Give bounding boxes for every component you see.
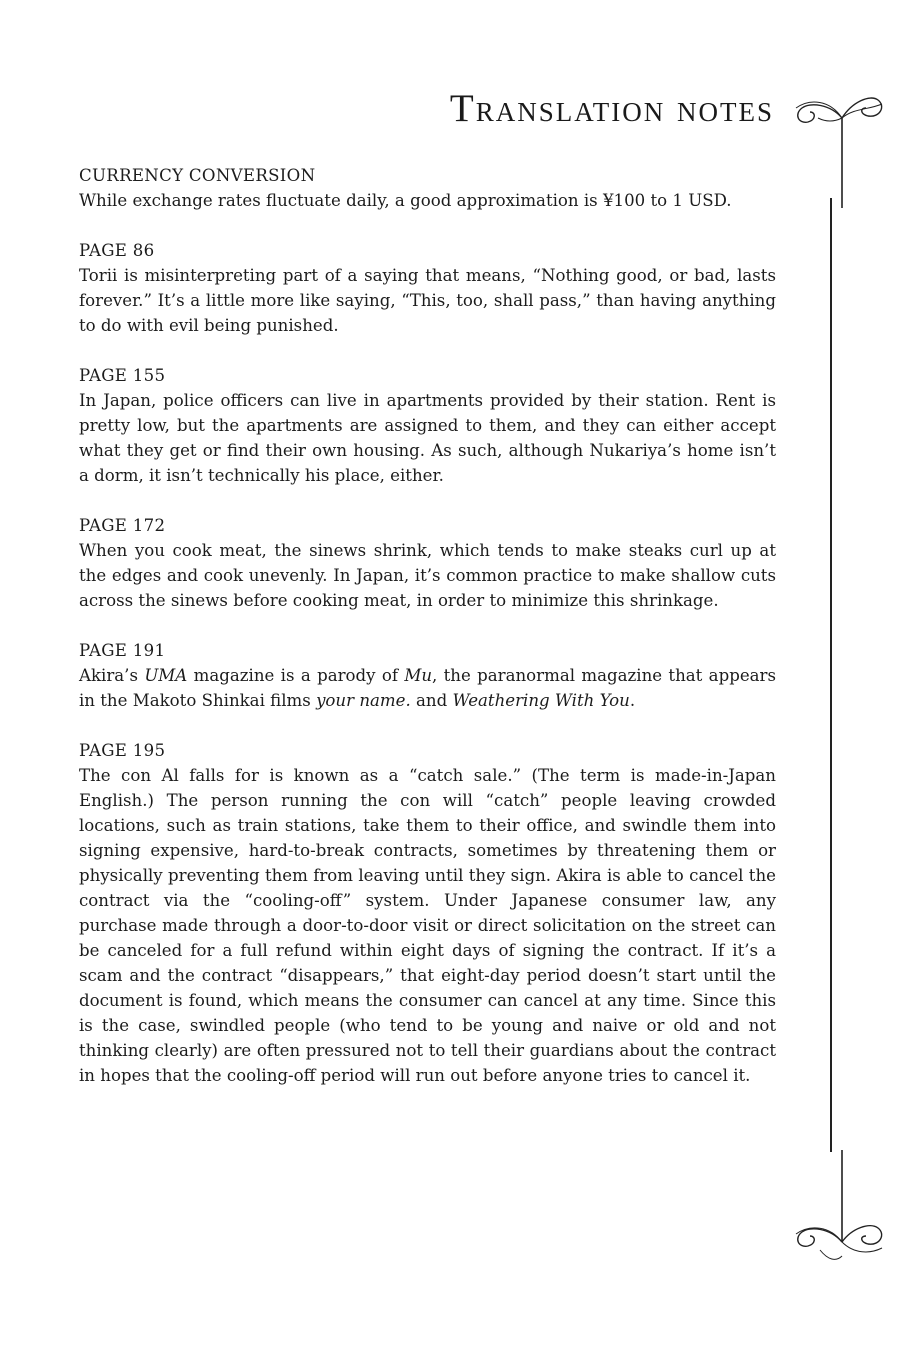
note-body (79, 763, 776, 1088)
body-text: When you cook meat, the sinews shrink, which tends to make steaks curl up at the edges and cook unevenly. In Japan, it’s common practice to make shallow cuts across the sinews before cooking meat, in order to minimize this shrinkage. (79, 541, 776, 610)
italic-title-text: your name. (316, 691, 411, 710)
note-body (79, 663, 776, 713)
body-text: Akira’s (79, 666, 145, 685)
body-text: While exchange rates fluctuate daily, a good approximation is ¥100 to 1 USD. (79, 191, 732, 210)
body-text: The con Al falls for is known as a “catch sale.” (The term is made-in-Japan English.) The person running the con will “catch” people leaving crowded locations, such as train stations, take them to their office, and swindle them into signing expensive, hard-to-break contracts, sometimes by threatening them or physically preventing them from leaving until they sign. Akira is able to cancel the contract via the “cooling-off” system. Under Japanese consumer law, any purchase made through a door-to-door visit or direct solicitation on the street can be canceled for a full refund within eight days of signing the contract. If it’s a scam and the contract “disappears,” that eight-day period doesn’t start until the document is found, which means the consumer can cancel at any time. Since this is the case, swindled people (who tend to be young and naive or old and not thinking clearly) are often pressured not to tell their guardians about the contract in hopes that the cooling-off period will run out before anyone tries to cancel it. (79, 766, 776, 1085)
italic-title-text: Weathering With You (452, 691, 630, 710)
note-page-191 (79, 638, 776, 713)
note-body (79, 263, 776, 338)
flourish-bottom-ornament (790, 1150, 886, 1280)
note-heading: CURRENCY CONVERSION (79, 166, 316, 185)
body-text: In Japan, police officers can live in apartments provided by their station. Rent is pretty low, but the apartments are assigned to them, and they can either accept what they get or find their own housing. As such, although Nukariya’s home isn’t a dorm, it isn’t technically his place, either. (79, 391, 776, 485)
vertical-rule (830, 198, 832, 1152)
body-text: . (629, 691, 636, 710)
note-currency-conversion (79, 163, 776, 213)
note-body (79, 388, 776, 488)
page-title: Translation notes (449, 87, 774, 130)
note-heading: PAGE 195 (79, 741, 166, 760)
note-body (79, 538, 776, 613)
body-text: magazine is a parody of (187, 666, 405, 685)
note-heading: PAGE 155 (79, 366, 166, 385)
note-heading: PAGE 172 (79, 516, 166, 535)
body-text: Torii is misinterpreting part of a saying that means, “Nothing good, or bad, lasts forever.” It’s a little more like saying, “This, too, shall pass,” than having anything to do with evil being punished. (79, 266, 776, 335)
italic-title-text: UMA (144, 666, 188, 685)
body-text: , the paranormal magazine that appears in the Makoto Shinkai films (79, 666, 776, 710)
notes-list (79, 163, 776, 1113)
flourish-top-ornament (790, 78, 886, 208)
note-heading: PAGE 86 (79, 241, 155, 260)
note-page-195 (79, 738, 776, 1088)
note-page-155 (79, 363, 776, 488)
body-text: and (410, 691, 453, 710)
note-body (79, 188, 776, 213)
italic-title-text: Mu (404, 666, 433, 685)
note-page-86 (79, 238, 776, 338)
note-page-172 (79, 513, 776, 613)
note-heading: PAGE 191 (79, 641, 166, 660)
